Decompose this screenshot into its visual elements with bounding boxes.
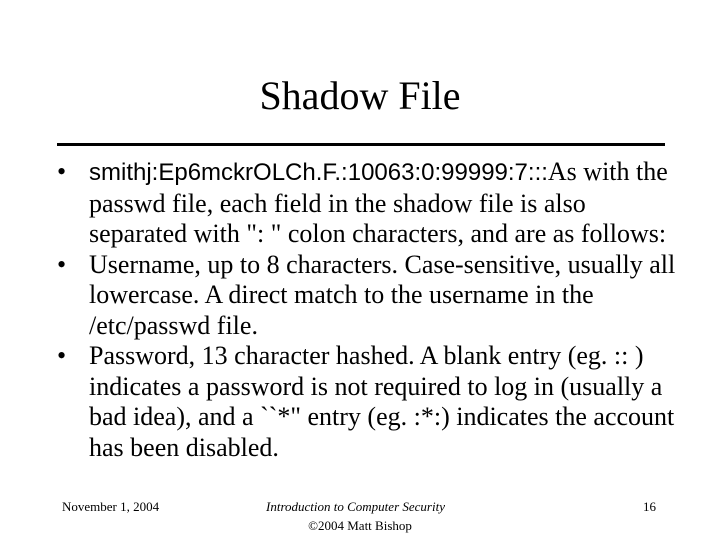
bullet-marker: • bbox=[57, 341, 67, 370]
title-rule bbox=[57, 143, 665, 146]
slide-title: Shadow File bbox=[259, 73, 461, 118]
bullet-text: Username, up to 8 characters. Case-sensitive, usually all lowercase. A direct match to the username in the /etc/passwd file. bbox=[89, 249, 676, 340]
bullet-item bbox=[57, 250, 677, 342]
footer-course: Introduction to Computer Security bbox=[266, 499, 445, 514]
bullet-item bbox=[57, 157, 677, 250]
bullet-text: Password, 13 character hashed. A blank entry (eg. :: ) indicates a password is not required to log in (usually a bad idea), and a ``*" entry (eg. :*:) indicates the account has been disabled. bbox=[89, 341, 675, 462]
copyright: ©2004 Matt Bishop bbox=[308, 518, 412, 533]
footer-date: November 1, 2004 bbox=[62, 499, 160, 514]
bullet-text: As with the passwd file, each field in the shadow file is also separated with ": " colon characters, and are as follows: bbox=[89, 157, 668, 248]
shadow-entry-example: smithj:Ep6mckrOLCh.F.:10063:0:99999:7::: bbox=[89, 159, 548, 186]
bullet-marker: • bbox=[57, 157, 67, 186]
slide-body bbox=[57, 157, 677, 463]
bullet-marker: • bbox=[57, 249, 67, 279]
page-number: 16 bbox=[643, 499, 656, 514]
bullet-item bbox=[57, 341, 677, 463]
